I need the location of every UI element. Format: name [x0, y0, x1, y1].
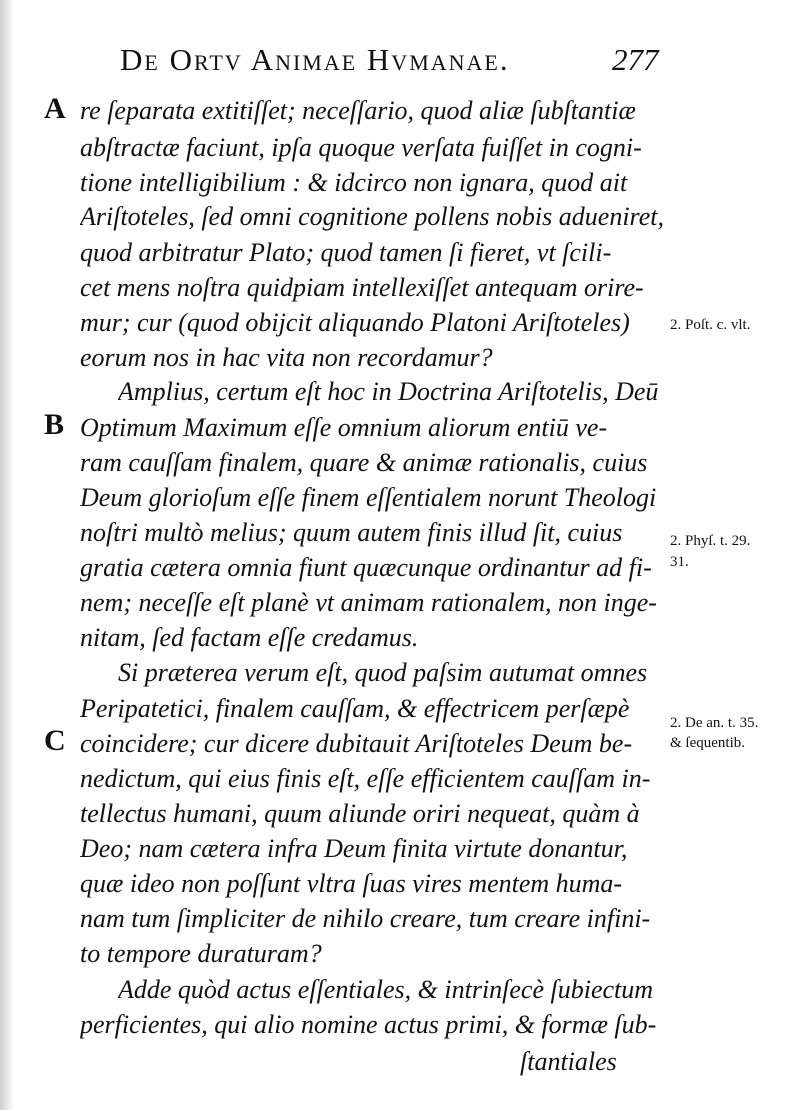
- text-line: re ſeparata extitiſſet; neceſſario, quod aliæ ſubſtantiæ: [80, 96, 636, 125]
- text-line: nam tum ſimpliciter de nihilo creare, tum creare infini-: [80, 904, 651, 933]
- text-line: nem; neceſſe eſt planè vt animam rationalem, non inge-: [80, 588, 657, 617]
- page-binding-edge: [0, 0, 14, 1110]
- text-line: Optimum Maximum eſſe omnium aliorum entiū ve-: [80, 413, 608, 442]
- text-line: gratia cætera omnia fiunt quæcunque ordinantur ad fi-: [80, 553, 652, 582]
- section-letter-c: C: [44, 724, 66, 757]
- text-line: perficientes, qui alio nomine actus primi, & formæ ſub-: [80, 1010, 657, 1039]
- text-line: noſtri multò melius; quum autem finis illud ſit, cuius: [80, 518, 623, 547]
- text-line: Deum glorioſum eſſe finem eſſentialem norunt Theologi: [80, 483, 657, 512]
- text-line: Deo; nam cætera infra Deum finita virtute donantur,: [80, 834, 628, 863]
- text-line: tellectus humani, quum aliunde oriri nequeat, quàm à: [80, 799, 640, 828]
- text-line: Si præterea verum eſt, quod paſsim autumat omnes: [118, 658, 648, 687]
- margin-note: & ſequentib.: [670, 735, 745, 751]
- text-line: eorum nos in hac vita non recordamur?: [80, 343, 493, 372]
- text-line: Ariſtoteles, ſed omni cognitione pollens nobis adueniret,: [80, 202, 664, 231]
- running-header: De Ortv Animae Hvmanae.: [120, 42, 510, 77]
- text-line: ſtantiales: [520, 1047, 617, 1076]
- text-line: quod arbitratur Plato; quod tamen ſi fieret, vt ſcili-: [80, 238, 612, 267]
- text-line: Peripatetici, finalem cauſſam, & effectricem perſæpè: [80, 694, 630, 723]
- text-line: ram cauſſam finalem, quare & animæ rationalis, cuius: [80, 448, 648, 477]
- text-line: nedictum, qui eius finis eſt, eſſe efficientem cauſſam in-: [80, 764, 651, 793]
- section-letter-a: A: [44, 92, 66, 125]
- page-number: 277: [612, 42, 659, 77]
- text-line: coincidere; cur dicere dubitauit Ariſtoteles Deum be-: [80, 729, 633, 758]
- text-line: abſtractæ faciunt, ipſa quoque verſata fuiſſet in cogni-: [80, 133, 642, 162]
- text-line: Adde quòd actus eſſentiales, & intrinſecè ſubiectum: [118, 975, 654, 1004]
- text-line: quæ ideo non poſſunt vltra ſuas vires mentem huma-: [80, 869, 623, 898]
- margin-note: 2. Phyſ. t. 29.: [670, 533, 751, 549]
- margin-note: 2. De an. t. 35.: [670, 715, 759, 731]
- section-letter-b: B: [44, 408, 65, 441]
- margin-note: 2. Poſt. c. vlt.: [670, 317, 751, 333]
- text-line: tione intelligibilium : & idcirco non ignara, quod ait: [80, 168, 628, 197]
- margin-note: 31.: [670, 554, 689, 570]
- text-line: nitam, ſed factam eſſe credamus.: [80, 623, 419, 652]
- text-line: cet mens noſtra quidpiam intellexiſſet antequam orire-: [80, 273, 644, 302]
- text-line: to tempore duraturam?: [80, 939, 322, 968]
- text-line: mur; cur (quod obijcit aliquando Platoni Ariſtoteles): [80, 308, 630, 337]
- text-line: Amplius, certum eſt hoc in Doctrina Ariſtotelis, Deū: [118, 377, 659, 406]
